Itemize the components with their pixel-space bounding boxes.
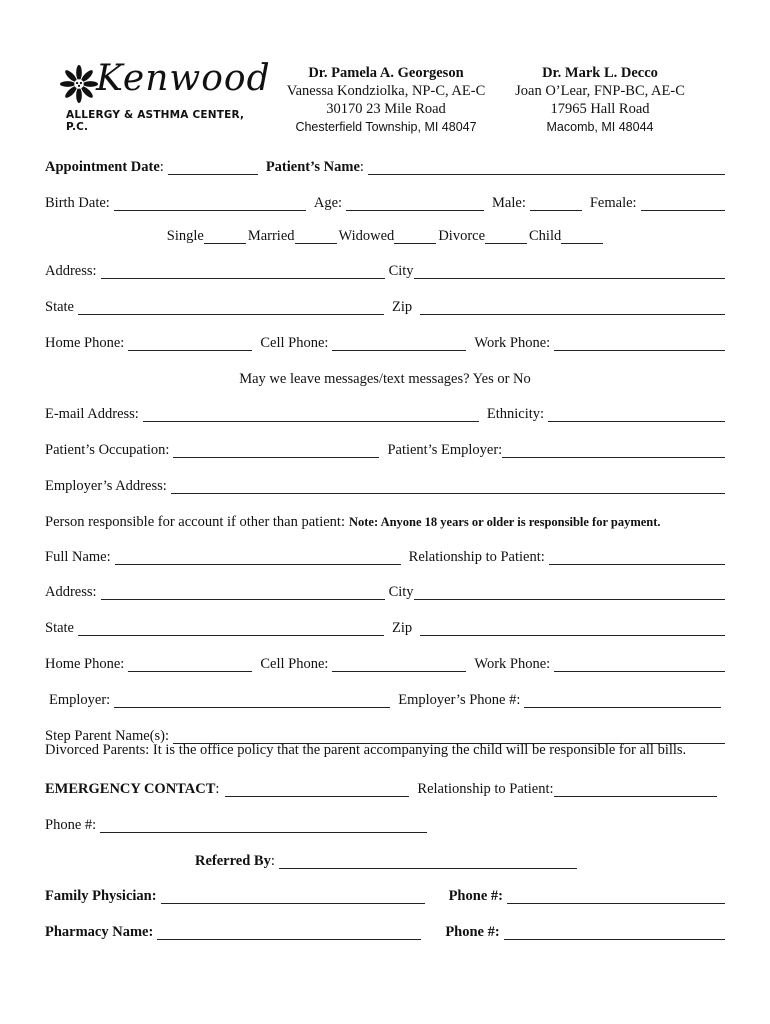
relationship-2-label: Relationship to Patient:	[417, 781, 554, 797]
patient-name-label: Patient’s Name	[265, 159, 360, 175]
responsible-note: Note: Anyone 18 years or older is responsible for payment.	[348, 515, 661, 529]
zip-field[interactable]	[420, 300, 725, 315]
pharmacy-name-field[interactable]	[157, 925, 421, 940]
row-messages	[0, 367, 770, 387]
office-1-street: 30170 23 Mile Road	[326, 101, 446, 117]
referred-by-field[interactable]	[279, 854, 577, 869]
widowed-field[interactable]	[394, 229, 436, 244]
divorce-label: Divorce	[438, 228, 486, 244]
row-emergency: EMERGENCY CONTACT : Relationship to Patient:	[45, 777, 717, 797]
state-2-label: State	[45, 620, 74, 636]
row-step-parent	[45, 724, 725, 744]
step-parent-label: Step Parent Name(s):	[45, 728, 170, 744]
row-occupation	[45, 438, 725, 458]
row-phone	[45, 813, 427, 833]
phone-label: Phone #:	[45, 817, 97, 833]
office-2-block	[500, 64, 700, 136]
employer-2-label: Employer:	[49, 692, 111, 708]
email-field[interactable]	[143, 407, 479, 422]
row-employer-address	[45, 474, 725, 494]
row-phones-2	[45, 652, 725, 672]
row-email	[45, 402, 725, 422]
row-pharmacy	[45, 920, 725, 940]
state-label: State	[45, 299, 74, 315]
occupation-label: Patient’s Occupation:	[45, 442, 170, 458]
age-label: Age:	[313, 195, 343, 211]
phone-field[interactable]	[100, 818, 427, 833]
home-phone-field[interactable]	[128, 336, 252, 351]
city-label: City	[388, 263, 414, 279]
employer-field[interactable]	[502, 443, 725, 458]
divorced-policy-text: Divorced Parents: It is the office policy that the parent accompanying the child will be responsible for all bills.	[45, 742, 687, 758]
row-marital-status	[0, 224, 770, 244]
row-responsible	[45, 510, 725, 530]
messages-question: May we leave messages/text messages? Yes or No	[239, 371, 531, 387]
state-2-field[interactable]	[78, 621, 384, 636]
cell-phone-2-label: Cell Phone:	[260, 656, 329, 672]
row-phones	[45, 331, 725, 351]
ethnicity-field[interactable]	[548, 407, 725, 422]
employer-2-field[interactable]	[114, 693, 390, 708]
work-phone-2-label: Work Phone:	[474, 656, 551, 672]
office-1-block	[276, 64, 496, 136]
pharmacy-name-label: Pharmacy Name:	[45, 924, 154, 940]
employer-address-label: Employer’s Address:	[45, 478, 167, 494]
email-label: E-mail Address:	[45, 406, 139, 422]
relationship-2-field[interactable]	[554, 782, 717, 797]
relationship-field[interactable]	[549, 550, 725, 565]
logo-wordmark: Kenwood	[96, 58, 271, 99]
pharmacy-phone-label: Phone #:	[445, 924, 500, 940]
office-1-city: Chesterfield Township, MI 48047	[295, 120, 477, 134]
emergency-contact-label: EMERGENCY CONTACT	[45, 781, 216, 797]
married-field[interactable]	[295, 229, 337, 244]
male-label: Male:	[492, 195, 526, 211]
employer-label: Patient’s Employer:	[387, 442, 503, 458]
employer-phone-field[interactable]	[524, 693, 721, 708]
appointment-date-field[interactable]	[168, 160, 258, 175]
zip-2-label: Zip	[392, 620, 413, 636]
pharmacy-phone-field[interactable]	[504, 925, 725, 940]
flower-logo-icon	[60, 64, 98, 104]
birth-date-field[interactable]	[114, 196, 306, 211]
zip-2-field[interactable]	[420, 621, 725, 636]
city-field[interactable]	[414, 264, 725, 279]
female-label: Female:	[589, 195, 637, 211]
emergency-contact-field[interactable]	[225, 782, 409, 797]
male-field[interactable]	[530, 196, 582, 211]
child-label: Child	[529, 228, 562, 244]
office-1-doctor: Dr. Pamela A. Georgeson	[308, 65, 464, 81]
relationship-label: Relationship to Patient:	[408, 549, 545, 565]
physician-phone-label: Phone #:	[448, 888, 503, 904]
city-2-label: City	[388, 584, 414, 600]
employer-address-field[interactable]	[171, 479, 725, 494]
physician-phone-field[interactable]	[507, 889, 725, 904]
work-phone-2-field[interactable]	[554, 657, 725, 672]
address-field[interactable]	[101, 264, 385, 279]
zip-label: Zip	[392, 299, 413, 315]
female-field[interactable]	[641, 196, 725, 211]
full-name-field[interactable]	[115, 550, 401, 565]
row-family-physician	[45, 884, 725, 904]
patient-name-field[interactable]	[368, 160, 725, 175]
widowed-label: Widowed	[338, 228, 395, 244]
office-1-staff: Vanessa Kondziolka, NP-C, AE-C	[286, 83, 486, 99]
city-2-field[interactable]	[414, 585, 725, 600]
cell-phone-2-field[interactable]	[332, 657, 466, 672]
row-birth	[45, 191, 725, 211]
row-appointment: Appointment Date : Patient’s Name :	[45, 155, 725, 175]
kenwood-logo	[60, 58, 271, 133]
birth-date-label: Birth Date:	[45, 195, 110, 211]
age-field[interactable]	[346, 196, 484, 211]
row-referred: Referred By :	[195, 849, 577, 869]
referred-by-label: Referred By	[195, 853, 271, 869]
address-2-label: Address:	[45, 584, 97, 600]
address-2-field[interactable]	[101, 585, 385, 600]
home-phone-2-field[interactable]	[128, 657, 252, 672]
family-physician-label: Family Physician:	[45, 888, 157, 904]
ethnicity-label: Ethnicity:	[486, 406, 545, 422]
row-address-2	[45, 580, 725, 600]
row-state	[45, 295, 725, 315]
address-label: Address:	[45, 263, 97, 279]
employer-phone-label: Employer’s Phone #:	[398, 692, 521, 708]
logo-subtitle: ALLERGY & ASTHMA CENTER, P.C.	[66, 109, 245, 133]
office-2-doctor: Dr. Mark L. Decco	[542, 65, 658, 81]
office-2-city: Macomb, MI 48044	[546, 120, 654, 134]
home-phone-2-label: Home Phone:	[45, 656, 125, 672]
work-phone-field[interactable]	[554, 336, 725, 351]
responsible-person-label: Person responsible for account if other than patient:	[45, 514, 345, 530]
office-2-staff: Joan O’Lear, FNP-BC, AE-C	[515, 83, 685, 99]
cell-phone-field[interactable]	[332, 336, 466, 351]
divorce-field[interactable]	[485, 229, 527, 244]
row-address	[45, 259, 725, 279]
single-field[interactable]	[204, 229, 246, 244]
office-2-street: 17965 Hall Road	[550, 101, 650, 117]
appointment-date-label: Appointment Date	[45, 159, 160, 175]
family-physician-field[interactable]	[161, 889, 425, 904]
married-label: Married	[247, 228, 295, 244]
home-phone-label: Home Phone:	[45, 335, 125, 351]
cell-phone-label: Cell Phone:	[260, 335, 329, 351]
row-full-name	[45, 545, 725, 565]
child-field[interactable]	[561, 229, 603, 244]
single-label: Single	[166, 228, 204, 244]
row-employer-2	[49, 688, 721, 708]
occupation-field[interactable]	[173, 443, 379, 458]
state-field[interactable]	[78, 300, 384, 315]
work-phone-label: Work Phone:	[474, 335, 551, 351]
full-name-label: Full Name:	[45, 549, 111, 565]
row-state-2	[45, 616, 725, 636]
